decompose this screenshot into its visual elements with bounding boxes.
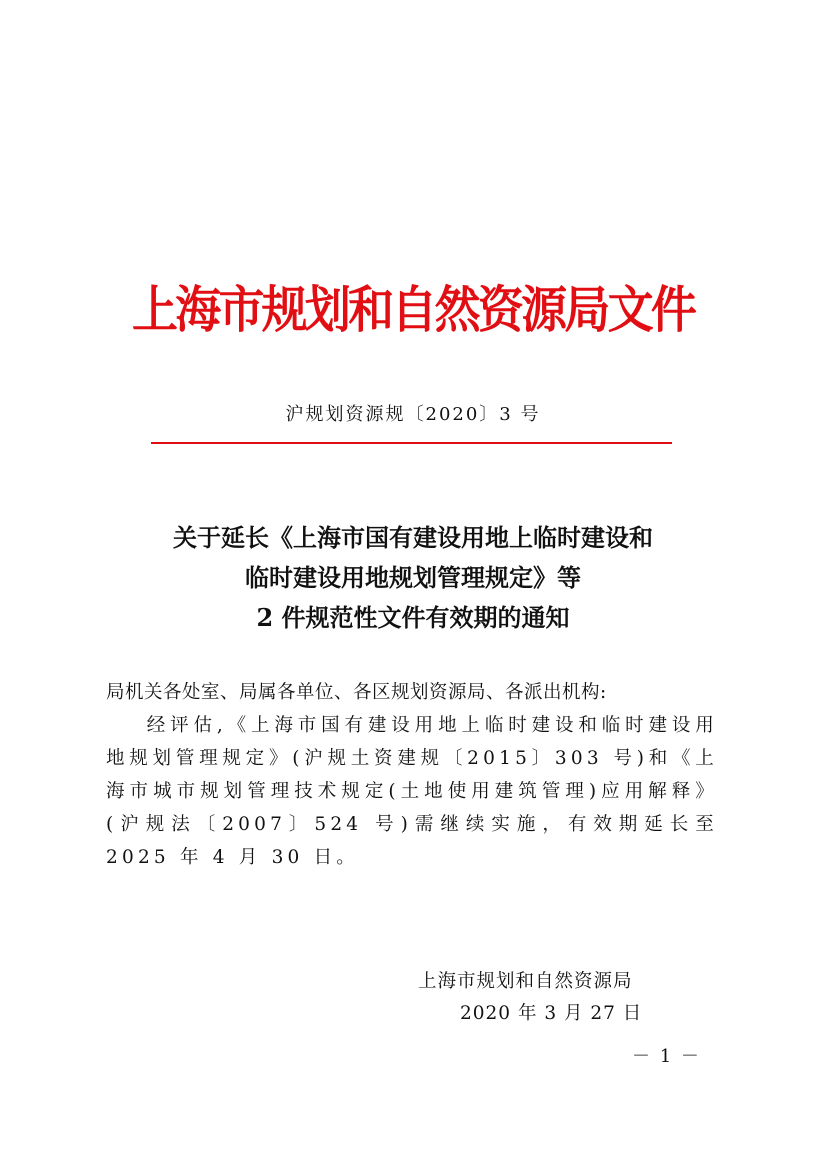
signature-block	[418, 966, 678, 1030]
subject-line-2: 临时建设用地规划管理规定》等	[245, 563, 581, 592]
subject-line-3: 2 件规范性文件有效期的通知	[256, 603, 570, 632]
body-paragraph: 经评估,《上海市国有建设用地上临时建设和临时建设用地规划管理规定》(沪规土资建规〔2015〕303 号)和《上海市城市规划管理技术规定(土地使用建筑管理)应用解释》(沪规法〔2007〕524 号)需继续实施，有效期延长至 2025 年 4 月 30 日。	[106, 715, 718, 868]
issuing-organization: 上海市规划和自然资源局	[418, 971, 633, 992]
issue-date: 2020 年 3 月 27 日	[460, 1003, 643, 1024]
subject-line-1: 关于延长《上海市国有建设用地上临时建设和	[173, 523, 653, 552]
notice-subject	[0, 518, 826, 638]
document-number: 沪规划资源规〔2020〕3 号	[285, 404, 541, 425]
page-number: － 1 －	[632, 1046, 701, 1067]
addressee-line: 局机关各处室、局属各单位、各区规划资源局、各派出机构:	[106, 682, 607, 703]
document-header-title: 上海市规划和自然资源局文件	[131, 280, 695, 339]
red-divider-line	[151, 442, 672, 444]
notice-body	[106, 676, 718, 874]
